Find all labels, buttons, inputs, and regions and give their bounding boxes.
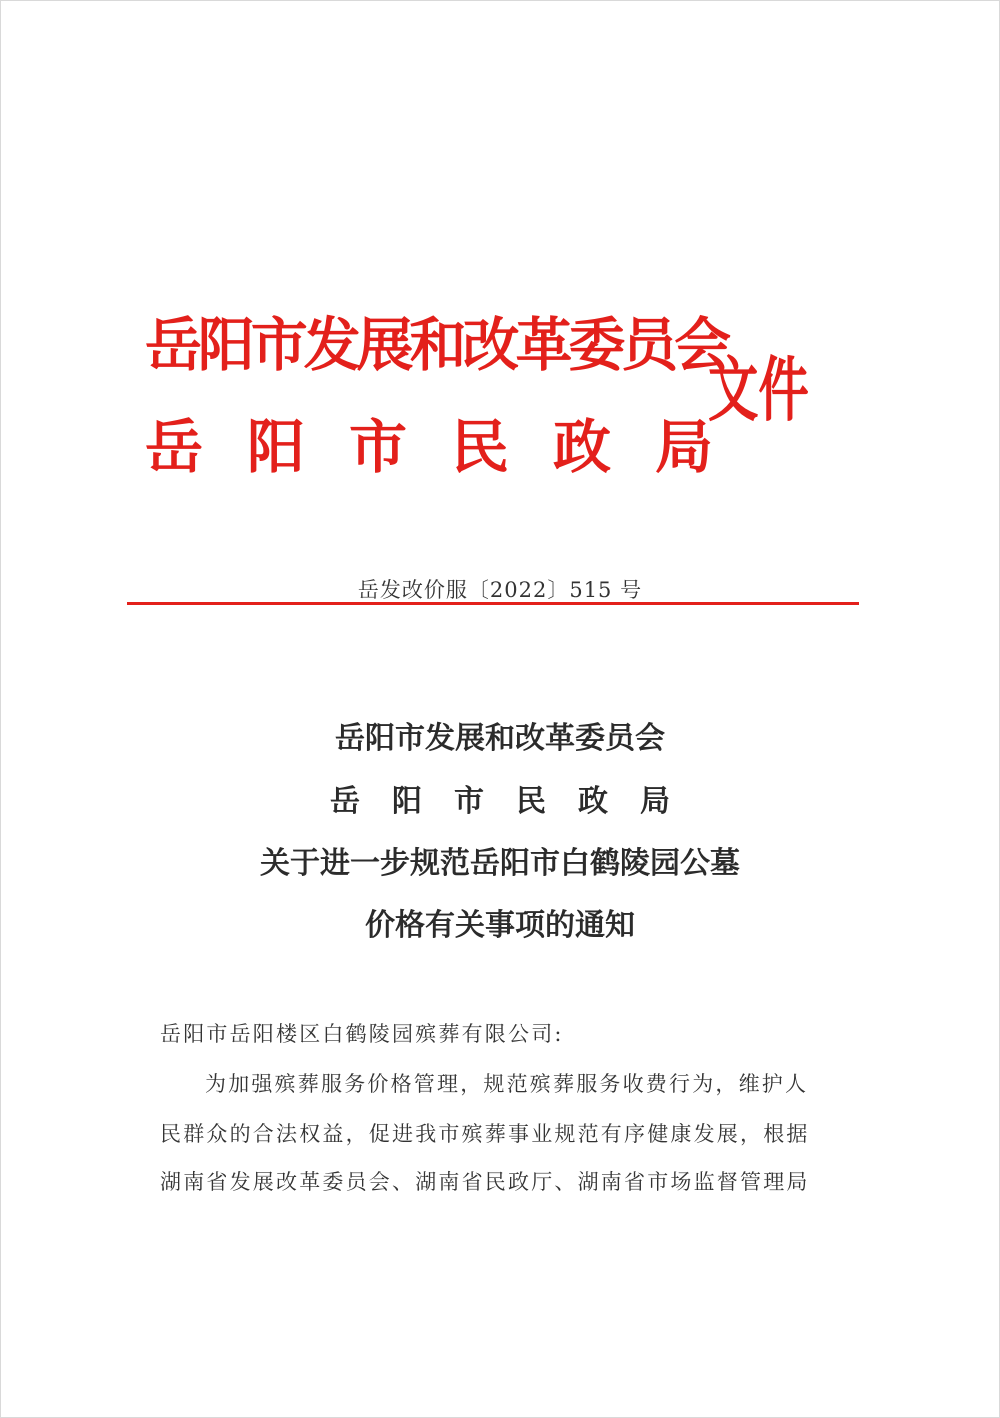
- letterhead-document-word: 文件: [708, 349, 809, 431]
- recipient-line: 岳阳市岳阳楼区白鹤陵园殡葬有限公司:: [160, 1022, 564, 1046]
- red-separator-line: [127, 602, 859, 605]
- title-line-3: 关于进一步规范岳阳市白鹤陵园公墓: [260, 846, 740, 881]
- body-paragraph-line: 民群众的合法权益，促进我市殡葬事业规范有序健康发展，根据: [160, 1122, 810, 1146]
- title-line-4: 价格有关事项的通知: [365, 908, 635, 943]
- title-line-2: 岳阳市民政局: [330, 784, 702, 819]
- letterhead-issuer-civil-affairs-bureau: 岳阳市民政局: [145, 413, 758, 481]
- letterhead-issuer-development-reform-commission: 岳阳市发展和改革委员会: [145, 311, 728, 379]
- body-paragraph-line: 湖南省发展改革委员会、湖南省民政厅、湖南省市场监督管理局: [160, 1170, 810, 1194]
- title-line-1: 岳阳市发展和改革委员会: [335, 721, 665, 756]
- document-number: 岳发改价服〔2022〕515 号: [357, 578, 643, 602]
- body-paragraph-line: 为加强殡葬服务价格管理，规范殡葬服务收费行为，维护人: [205, 1072, 809, 1096]
